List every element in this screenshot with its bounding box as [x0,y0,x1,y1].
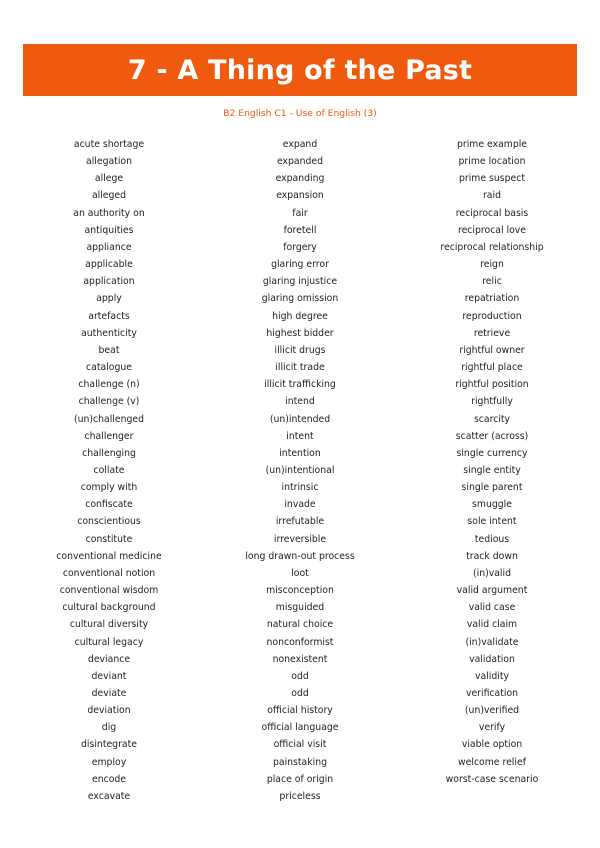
vocabulary-item: reproduction [462,310,522,322]
vocabulary-item: deviate [91,688,127,699]
vocabulary-item: intention [279,447,321,459]
vocabulary-item: glaring error [271,259,329,271]
vocabulary-item: challenging [82,447,136,459]
vocabulary-item: reciprocal love [457,224,527,236]
vocabulary-item: irrefutable [275,516,325,528]
vocabulary-item: conventional notion [62,567,156,579]
vocabulary-item: deviant [91,670,127,682]
vocabulary-item: long drawn-out process [245,550,355,562]
word-column-1 [14,136,204,805]
vocabulary-item: relic [482,276,502,288]
vocabulary-item: expanded [276,156,324,168]
vocabulary-item: cultural diversity [69,619,149,631]
vocabulary-item: disintegrate [81,739,137,751]
vocabulary-item: misguided [275,602,325,614]
vocabulary-item: prime location [458,156,526,168]
vocabulary-item: deviation [87,705,131,717]
vocabulary-item: painstaking [272,756,328,768]
vocabulary-item: challenge (v) [78,396,140,408]
vocabulary-item: rightfully [471,396,513,408]
vocabulary-item: forgery [283,241,317,253]
vocabulary-item: allegation [86,156,132,168]
vocabulary-item: track down [466,550,518,562]
vocabulary-item: single entity [463,464,521,476]
vocabulary-item: authenticity [81,327,137,339]
vocabulary-item: odd [291,688,309,699]
vocabulary-item: encode [91,773,127,785]
vocabulary-item: cultural legacy [74,636,144,648]
vocabulary-item: challenger [84,430,134,442]
vocabulary-item: intrinsic [281,482,319,494]
vocabulary-item: scarcity [473,413,511,425]
vocabulary-item: allege [94,173,124,185]
vocabulary-item: nonconformist [266,636,334,648]
vocabulary-item: natural choice [266,619,334,631]
vocabulary-item: rightful position [455,379,529,391]
vocabulary-item: smuggle [472,499,512,511]
vocabulary-item: official visit [273,739,327,751]
vocabulary-item: acute shortage [73,139,145,150]
vocabulary-item: applicable [85,259,133,271]
vocabulary-item: deviance [87,653,131,665]
vocabulary-item: comply with [80,482,138,494]
vocabulary-item: validation [469,653,515,665]
vocabulary-item: catalogue [86,362,132,374]
vocabulary-item: employ [91,756,127,768]
vocabulary-item: artefacts [88,310,130,322]
title-banner [23,44,577,96]
vocabulary-item: reciprocal basis [455,207,529,219]
vocabulary-item: misconception [266,585,334,597]
vocabulary-item: reciprocal relationship [440,241,544,253]
vocabulary-item: illicit trafficking [264,379,336,391]
vocabulary-item: expansion [276,190,324,202]
vocabulary-item: odd [291,670,309,682]
vocabulary-item: (in)validate [465,636,519,648]
vocabulary-item: (un)verified [464,705,520,717]
vocabulary-item: confiscate [85,499,133,511]
vocabulary-item: retrieve [473,327,511,339]
vocabulary-item: verify [478,722,506,734]
vocabulary-item: high degree [272,310,328,322]
vocabulary-item: viable option [461,739,523,751]
vocabulary-item: official history [267,705,333,717]
word-column-3 [397,136,587,788]
vocabulary-item: rightful place [461,362,523,374]
vocabulary-item: conventional wisdom [59,585,159,597]
vocabulary-item: (un)intended [269,413,331,425]
vocabulary-item: worst-case scenario [445,773,539,785]
vocabulary-item: foretell [283,224,317,236]
vocabulary-item: (un)challenged [73,413,145,425]
vocabulary-item: glaring injustice [262,276,338,288]
vocabulary-item: welcome relief [458,756,526,768]
vocabulary-item: conscientious [77,516,141,528]
vocabulary-item: (un)intentional [265,464,335,476]
vocabulary-item: intent [286,430,314,442]
vocabulary-item: verification [465,688,519,699]
vocabulary-item: excavate [87,790,131,802]
vocabulary-item: illicit trade [275,362,325,374]
vocabulary-item: sole intent [467,516,517,528]
vocabulary-item: validity [475,670,509,682]
vocabulary-item: challenge (n) [78,379,140,391]
vocabulary-item: place of origin [266,773,334,785]
vocabulary-item: an authority on [73,207,145,219]
vocabulary-item: valid case [468,602,516,614]
vocabulary-item: reign [480,259,504,271]
vocabulary-item: collate [93,464,125,476]
vocabulary-item: apply [96,293,122,305]
vocabulary-item: loot [291,567,309,579]
vocabulary-item: tedious [474,533,510,545]
vocabulary-item: valid claim [466,619,518,631]
vocabulary-item: cultural background [62,602,156,614]
vocabulary-item: antiquities [84,224,134,236]
vocabulary-item: official language [261,722,339,734]
page-subtitle: B2 English C1 - Use of English (3) [223,108,377,119]
vocabulary-item: alleged [91,190,127,202]
vocabulary-item: nonexistent [272,653,328,665]
vocabulary-item: intend [285,396,315,408]
page-title: 7 - A Thing of the Past [127,54,473,86]
vocabulary-item: irreversible [273,533,327,545]
vocabulary-item: scatter (across) [455,430,529,442]
vocabulary-item: beat [98,344,120,356]
vocabulary-item: application [83,276,135,288]
vocabulary-item: glaring omission [261,293,339,305]
word-column-2 [205,136,395,805]
vocabulary-item: fair [292,207,308,219]
vocabulary-item: rightful owner [459,344,525,356]
vocabulary-item: appliance [86,241,132,253]
vocabulary-item: expand [282,139,318,150]
vocabulary-item: illicit drugs [274,344,326,356]
vocabulary-item: (in)valid [473,567,511,579]
vocabulary-item: valid argument [456,585,528,597]
vocabulary-item: dig [101,722,117,734]
vocabulary-item: repatriation [464,293,520,305]
vocabulary-item: priceless [279,790,321,802]
vocabulary-item: prime suspect [459,173,525,185]
vocabulary-item: raid [482,190,501,202]
vocabulary-item: constitute [85,533,133,545]
vocabulary-item: highest bidder [266,327,334,339]
vocabulary-item: invade [284,499,316,511]
vocabulary-item: prime example [456,139,528,150]
vocabulary-item: expanding [275,173,325,185]
vocabulary-item: single parent [461,482,523,494]
vocabulary-item: single currency [456,447,528,459]
vocabulary-item: conventional medicine [56,550,162,562]
